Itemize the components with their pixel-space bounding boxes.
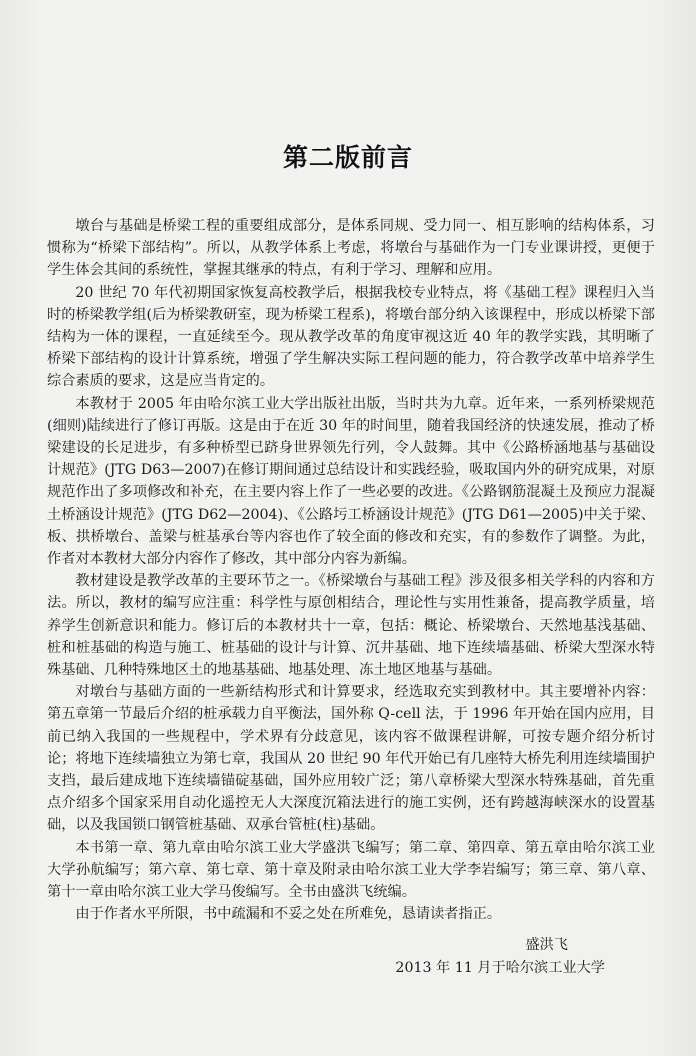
signature-author: 盛洪飞: [525, 937, 568, 953]
signature-date: 2013 年 11 月于哈尔滨工业大学: [395, 959, 605, 976]
paragraph-6: 本书第一章、第九章由哈尔滨工业大学盛洪飞编写；第二章、第四章、第五章由哈尔滨工业大学孙航编写；第六章、第七章、第十章及附录由哈尔滨工业大学李岩编写；第三章、第八章、第十一章由哈尔滨工业大学马俊编写。全书由盛洪飞统编。: [47, 839, 655, 901]
paragraph-2: 20 世纪 70 年代初期国家恢复高校教学后，根据我校专业特点，将《基础工程》课程归入当时的桥梁教学组(后为桥梁教研室，现为桥梁工程系)，将墩台部分纳入该课程中，形成以桥梁下部结构为一体的课程，一直延续至今。现从教学改革的角度审视这近 40 年的教学实践，其明晰了桥梁下部结构的设计计算系统，增强了学生解决实际工程问题的能力，符合教学改革中培养学生综合素质的要求，这是应当肯定的。: [47, 284, 655, 390]
paragraph-4: 教材建设是教学改革的主要环节之一。《桥梁墩台与基础工程》涉及很多相关学科的内容和方法。所以，教材的编写应注重：科学性与原创相结合，理论性与实用性兼备，提高教学质量，培养学生创新意识和能力。修订后的本教材共十一章，包括：概论、桥梁墩台、天然地基浅基础、桩和桩基础的构造与施工、桩基础的设计与计算、沉井基础、地下连续墙基础、桥梁大型深水特殊基础、几种特殊地区土的地基基础、地基处理、冻土地区地基与基础。: [47, 573, 655, 679]
signature-block: [395, 934, 605, 979]
paragraph-1: 墩台与基础是桥梁工程的重要组成部分，是体系同规、受力同一、相互影响的结构体系，习惯称为“桥梁下部结构”。所以，从教学体系上考虑，将墩台与基础作为一门专业课讲授，更便于学生体会其间的系统性，掌握其继承的特点，有利于学习、理解和应用。: [47, 218, 655, 279]
paragraph-3: 本教材于 2005 年由哈尔滨工业大学出版社出版，当时共为九章。近年来，一系列桥梁规范(细则)陆续进行了修订再版。这是由于在近 30 年的时间里，随着我国经济的快速发展，推动了桥梁建设的长足进步，有多种桥型已跻身世界领先行列，令人鼓舞。其中《公路桥涵地基与基础设计规范》(JTG D63—2007)在修订期间通过总结设计和实践经验，吸取国内外的研究成果，对原规范作出了多项修改和补充，在主要内容上作了一些必要的改进。《公路钢筋混凝土及预应力混凝土桥涵设计规范》(JTG D62—2004)、《公路圬工桥涵设计规范》(JTG D61—2005)中关于梁、板、拱桥墩台、盖梁与桩基承台等内容也作了较全面的修改和充实，有的参数作了调整。为此，作者对本教材大部分内容作了修改，其中部分内容为新编。: [47, 395, 655, 568]
paragraph-7: 由于作者水平所限，书中疏漏和不妥之处在所难免，恳请读者指正。: [75, 906, 502, 923]
page-title: 第二版前言: [282, 143, 413, 172]
preface-body: [47, 215, 655, 926]
paragraph-5: 对墩台与基础方面的一些新结构形式和计算要求，经选取充实到教材中。其主要增补内容：第五章第一节最后介绍的桩承载力自平衡法，国外称 Q-cell 法，于 1996 年开始在国内应用，目前已纳入我国的一些规程中，学术界有分歧意见，该内容不做课程讲解，可按专题介绍分析讨论；将地下连续墙独立为第七章，我国从 20 世纪 90 年代开始已有几座特大桥先利用连续墙围护支挡，最后建成地下连续墙锚碇基础，国外应用较广泛；第八章桥梁大型深水特殊基础，首先重点介绍多个国家采用自动化遥控无人大深度沉箱法进行的施工实例，还有跨越海峡深水的设置基础，以及我国锁口钢管桩基础、双承台管桩(柱)基础。: [47, 684, 655, 834]
